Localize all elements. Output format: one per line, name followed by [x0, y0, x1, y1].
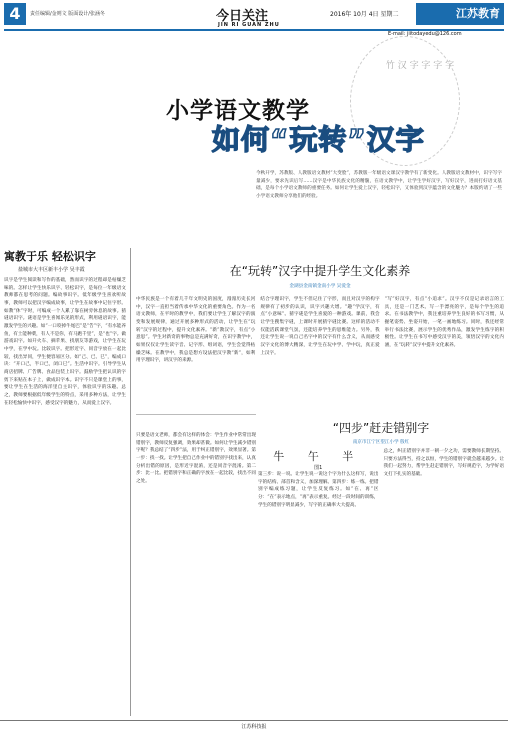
issue-date: 2016年 10月 4日 星期二 — [330, 11, 399, 18]
page-number: 4 — [4, 3, 26, 25]
article-typos-author: 南京市江宁区望江小学 殷红 — [352, 440, 410, 445]
article-typos-col1 — [258, 448, 379, 509]
article-culture-col2: 结合字理识字，学生不但记住了字形，而且对汉字的构字规律有了初步的认识，识字兴趣大增。“趣”学汉字，有点“小意味”。猜字谜是学生喜爱的一种游戏。课前，我会让学生搜集字谜，上课时开展猜字谜比赛。这样的活动不仅能活跃课堂气氛，还能培养学生的思维能力。另外，我还让学生说一说自己名字中的汉字有什么含义，从而感受汉字文化的博大精深，让学生在玩中学、学中玩，真正爱上汉字。 — [260, 297, 380, 356]
contact-email: E-mail: jiitodayedu@126.com — [388, 31, 462, 37]
figure-1 — [258, 448, 379, 471]
article-culture-col1: 中华民族是一个有着几千年文明史的国度，漫漫历史长河中，汉字一直担当着传承中华文化的重要角色。作为一名语文教师，在平时的教学中，我们要让学生了解汉字的演变和发展规律，通过开展多种形式的活动，让学生在“玩转”汉字的过程中，提升文化素养。“新”教汉字，有点“小意思”。学生对新奇的事物总是充满好奇，在识字教学中，如果仅仅让学生读字音、记字形、组词语，学生会觉得枯燥乏味。在教学中，我总是想方设法把汉字教“新”，如利用字理识字，讲汉字的来源。 — [136, 297, 256, 364]
article-lead-title: 寓教于乐 轻松识字 — [4, 250, 96, 263]
section-title: 今日关注 — [216, 9, 269, 24]
article-culture-col3: “写”好汉字，有点“小追求”。汉字不仅是记录语言的工具，还是一门艺术。写一手漂亮的字，是每个学生的追求。在书法教学中，我注重培养学生良好的书写习惯，从握笔姿势、坐姿开始，一笔一画地练习。同时，我还经常举行书法比赛，展示学生的优秀作品，激发学生练字的积极性。让学生在书写中感受汉字的美，领悟汉字的文化内涵，在“玩转”汉字中提升文化素养。 — [384, 297, 504, 348]
article-culture-title: 在“玩转”汉字中提升学生文化素养 — [229, 264, 411, 278]
section-pinyin: JIN RI GUAN ZHU — [218, 22, 280, 28]
decorative-characters: 竹 汉 字 字 字 字 — [385, 61, 455, 71]
editor-intro: 今秋开学，苏教版、人教版语文教材“大变脸”，苏教版一年级语文课汉字教学有了新变化。人教版语文教材中，识字写字量减少，要求先识后写……汉字是中华民族文化的精髓，在语文教学中，让学生学好汉字，写好汉字，进而打好语文基础，是每个小学语文教师的重要任务。如何让学生爱上汉字，轻松识字，又体验到汉字蕴含的文化魅力？本版约请了一些小学语文教师分享他们的经验。 — [256, 171, 502, 199]
article-typos-col1-text: 第三步：说一说。让学生说一说这个字为什么这样写，说出字的结构、部首和含义，加深理解。第四步：练一练。把错别字编成练习题，让学生反复练习。如“在、再”区分：“在”表示地点，“再”表示重复。经过一段时间的训练，学生的错别字明显减少，写字的正确率大大提高。 — [258, 472, 379, 508]
section-divider — [136, 414, 256, 418]
article-lead — [4, 248, 126, 407]
main-headline-line2: 如何“玩转”汉字 — [212, 123, 425, 156]
newspaper-logo: 江苏教育 — [416, 3, 504, 25]
article-typos-col0: 只要是语文老师，都会有这样的体会：学生作业中常常出现错别字，教师反复强调，效果却甚微。如何让学生减少错别字呢？我总结了“四步”法，用于纠正错别字，效果显著。第一步：找一找。让学生把自己作业中的错别字找出来，认真分析出错的原因，是形近字混淆，还是同音字混淆。第二步：比一比。把错别字和正确的字放在一起比较，找出不同之处。 — [136, 433, 256, 484]
page-header — [0, 0, 508, 30]
article-lead-author: 盐城市大丰区新丰小学 吴丰霞 — [18, 267, 85, 273]
main-headline-line1: 小学语文教学 — [166, 98, 310, 124]
editor-meta: 责任编辑/金则文 版面设计/张涵冬 — [30, 11, 105, 17]
article-culture-author: 金湖县金南镇金南小学 吴爱金 — [289, 284, 351, 289]
article-lead-body: 识字是学生阅读和写作的基础，然而识字的过程却是枯燥乏味的。怎样让学生快乐识字、轻松识字，是每位一年级语文教师都在思考的问题。编故事识字。低年级学生喜欢听故事，教师可以把汉字编成故事，让学生在故事中记住字形。如教“休”字时，可编成一个人累了靠在树旁休息的故事。猜谜语识字。谜语是学生喜闻乐见的形式，利用谜语识字，能激发学生的兴趣。如“一口咬掉牛尾巴”是“告”字，“有水能养鱼，有土能种菜，有人不是你，有马跑千里”，是“也”字。做游戏识字。如开火车、摘苹果、找朋友等游戏，让学生在玩中学，在学中玩。比较识字。把形近字、同音字放在一起比较，找出异同，学生便容易区分。如“己、已、巳”，编成口诀：“开口己，半口已，闭口巳”。生活中识字。引导学生从商店招牌、广告牌、食品包装上识字。鼓励学生把认识的字剪下来贴在本子上，做成识字本。识字不只是课堂上的事，要让学生在生活的海洋里自主识字，体验识字的乐趣。总之，教师要根据低年级学生的特点，采用多种方法，让学生在轻松愉快中识字，感受汉字的魅力，从而爱上汉字。 — [4, 278, 126, 406]
article-culture — [136, 262, 504, 365]
article-typos — [258, 419, 504, 445]
figure-1-caption: 图1 — [314, 465, 323, 471]
article-typos-col2: 总之，纠正错别字并非一朝一夕之功，需要教师长期坚持。只要方法得当，持之以恒，学生的错别字就会越来越少。让我们一起努力，帮学生赶走错别字，写好规范字，为学好语文打下扎实的基础。 — [383, 449, 504, 477]
article-typos-body — [258, 448, 504, 509]
figure-1-chars: 牛 午 半 — [273, 450, 364, 463]
column-divider — [130, 248, 131, 716]
footer: 江苏科技报 — [0, 720, 508, 730]
article-typos-title: “四步”赶走错别字 — [332, 421, 430, 435]
